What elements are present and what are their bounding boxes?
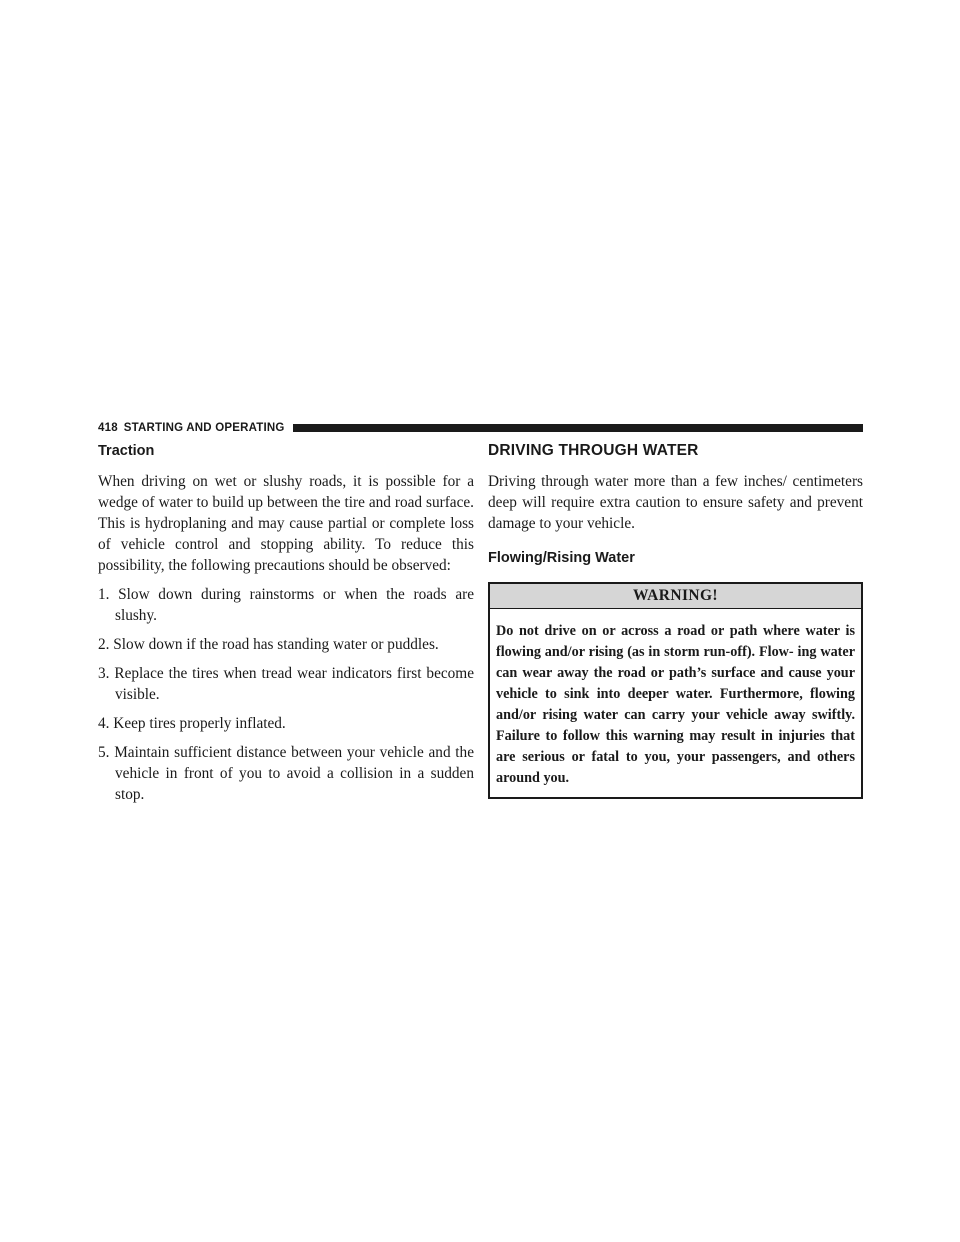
list-item: 3. Replace the tires when tread wear indicators first become visible.: [98, 665, 474, 703]
right-column: [488, 440, 863, 799]
page-header: [98, 421, 863, 435]
list-item: 1. Slow down during rainstorms or when the roads are slushy.: [98, 586, 474, 624]
warning-box: [488, 582, 863, 799]
warning-title: WARNING!: [490, 584, 861, 609]
page-number: 418: [98, 422, 118, 434]
section-title: STARTING AND OPERATING: [123, 422, 285, 434]
list-item: 5. Maintain sufficient distance between your vehicle and the vehicle in front of you to avoid a collision in a sudden stop.: [98, 744, 474, 803]
traction-intro: When driving on wet or slushy roads, it is possible for a wedge of water to build up between the tire and road surface. This is hydroplaning and may cause partial or complete loss of vehicle control and stopping ability. To reduce this possibility, the following precautions should be observed:: [98, 473, 474, 574]
list-item: 2. Slow down if the road has standing water or puddles.: [98, 636, 439, 653]
water-intro: Driving through water more than a few inches/ centimeters deep will require extra caution to ensure safety and prevent damage to your vehicle.: [488, 473, 863, 532]
flowing-water-heading: Flowing/Rising Water: [488, 550, 635, 566]
list-item: 4. Keep tires properly inflated.: [98, 715, 286, 732]
left-column: [98, 440, 474, 813]
warning-text: Do not drive on or across a road or path where water is flowing and/or rising (as in storm run-off). Flow- ing water can wear away the road or path’s surface and cause your vehicle to sink into deeper water. Furthermore, flowing and/or rising water can carry your vehicle away swiftly. Failure to follow this warning may result in injuries that are serious or fatal to you, your passengers, and others around you.: [496, 623, 855, 786]
header-rule: [293, 424, 863, 432]
driving-through-water-heading: DRIVING THROUGH WATER: [488, 442, 699, 459]
traction-heading: Traction: [98, 443, 155, 459]
precautions-list: [98, 584, 474, 805]
